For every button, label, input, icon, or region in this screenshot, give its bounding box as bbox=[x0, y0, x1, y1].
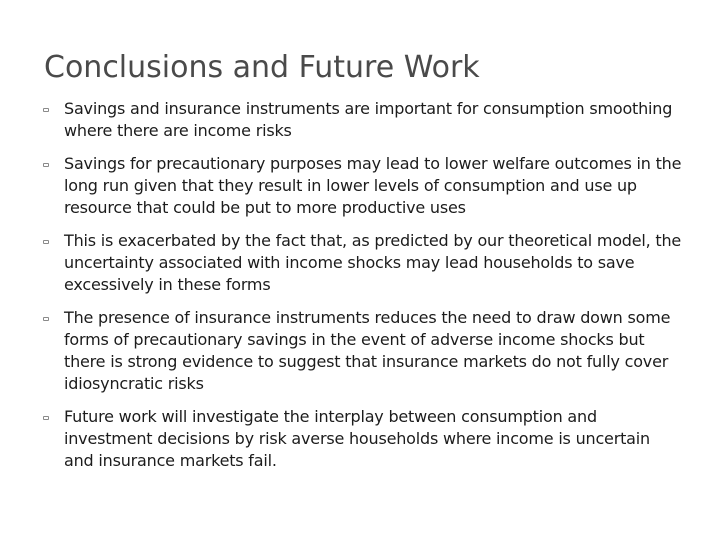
square-bullet-icon bbox=[43, 416, 49, 420]
bullet-item bbox=[42, 98, 682, 142]
bullet-text: Savings for precautionary purposes may lead to lower welfare outcomes in the long run given that they result in lower levels of consumption and use up resource that could be put to more productive uses bbox=[64, 154, 682, 217]
slide-title: Conclusions and Future Work bbox=[44, 50, 480, 85]
bullet-item bbox=[42, 307, 682, 395]
square-bullet-icon bbox=[43, 317, 49, 321]
bullet-item bbox=[42, 230, 682, 296]
square-bullet-icon bbox=[43, 108, 49, 112]
bullet-text: The presence of insurance instruments reduces the need to draw down some forms of precautionary savings in the event of adverse income shocks but there is strong evidence to suggest that insurance markets do not fully cover idiosyncratic risks bbox=[64, 308, 671, 393]
bullet-item bbox=[42, 153, 682, 219]
bullet-text: Future work will investigate the interplay between consumption and investment decisions by risk averse households where income is uncertain and insurance markets fail. bbox=[64, 407, 650, 470]
square-bullet-icon bbox=[43, 163, 49, 167]
bullet-item bbox=[42, 406, 682, 472]
square-bullet-icon bbox=[43, 240, 49, 244]
bullet-text: This is exacerbated by the fact that, as predicted by our theoretical model, the uncertainty associated with income shocks may lead households to save excessively in these forms bbox=[64, 231, 682, 294]
bullet-text: Savings and insurance instruments are important for consumption smoothing where there are income risks bbox=[64, 99, 673, 140]
bullet-list bbox=[42, 98, 682, 483]
